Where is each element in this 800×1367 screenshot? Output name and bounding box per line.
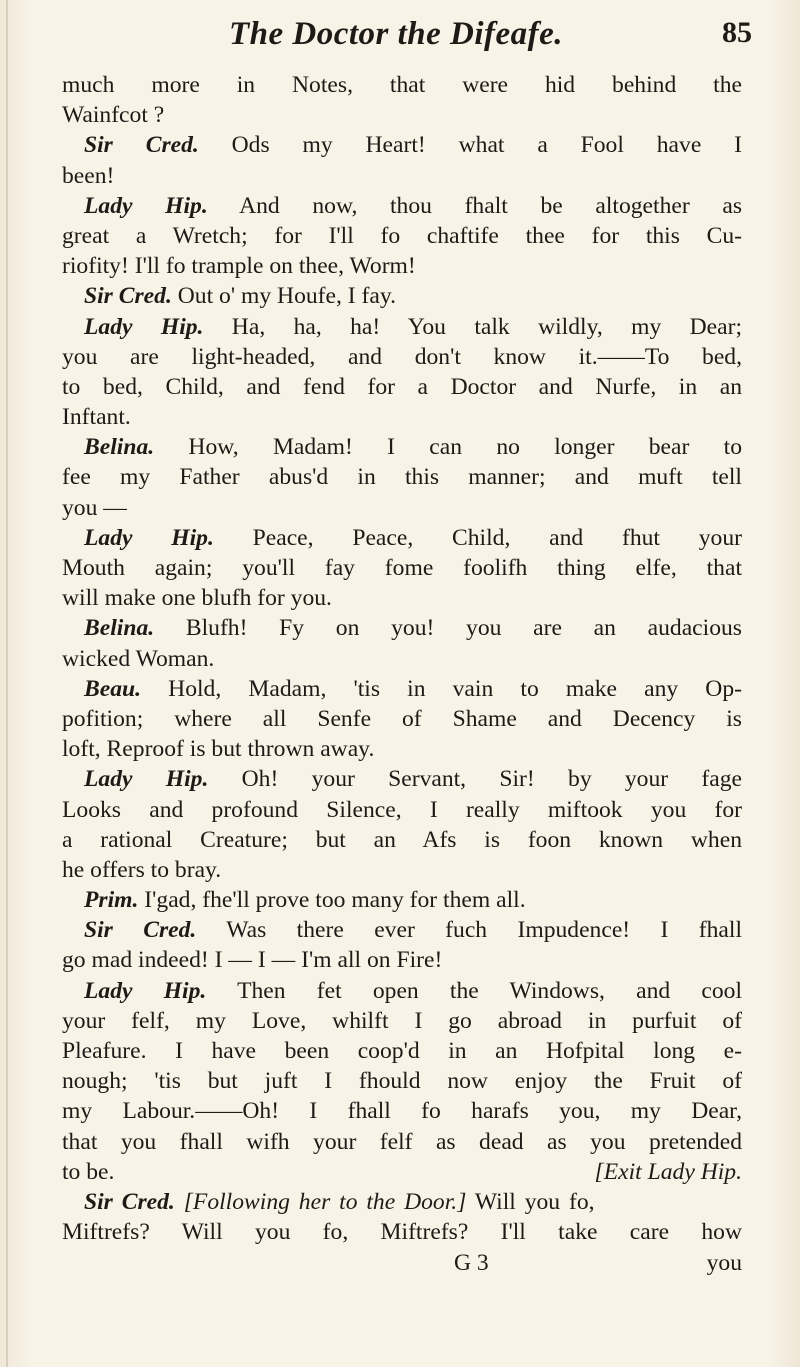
- line-text: pofition; where all Senfe of Shame and Decency is: [62, 705, 742, 732]
- page-gutter: [6, 0, 8, 1367]
- text-line: [62, 734, 742, 764]
- text-line: [62, 644, 742, 674]
- text-line: [62, 70, 742, 100]
- speaker-name: Belina.: [84, 615, 155, 642]
- speaker-name: Belina.: [84, 434, 155, 461]
- line-text: wicked Woman.: [62, 645, 215, 672]
- line-text: much more in Notes, that were hid behind the: [62, 72, 742, 98]
- line-text: Ha, ha, ha! You talk wildly, my Dear;: [203, 313, 743, 340]
- text-line: [62, 462, 742, 492]
- text-line: [62, 976, 742, 1006]
- speaker-name: Lady Hip.: [84, 766, 209, 793]
- text-line: [62, 281, 742, 311]
- line-text: nough; 'tis but juft I fhould now enjoy the Fruit of: [62, 1068, 742, 1095]
- line-text: a rational Creature; but an Afs is foon known when: [62, 826, 742, 853]
- text-line: [62, 1187, 742, 1217]
- speaker-name: Lady Hip.: [84, 313, 204, 340]
- page-footer: [62, 1248, 742, 1280]
- text-line: [62, 674, 742, 704]
- text-line: [62, 583, 742, 613]
- line-text: to be.: [62, 1158, 115, 1185]
- stage-direction: [Following her to the Door.]: [174, 1188, 467, 1215]
- text-line: [62, 1096, 742, 1126]
- text-line: [62, 130, 742, 160]
- exit-direction: [Exit Lady Hip.: [594, 1158, 742, 1185]
- text-line: [62, 553, 742, 583]
- text-line: [62, 1036, 742, 1066]
- line-text: been!: [62, 162, 115, 189]
- line-text: Peace, Peace, Child, and fhut your: [213, 524, 742, 551]
- line-text: he offers to bray.: [62, 856, 222, 883]
- body-text: [62, 70, 742, 1247]
- line-text: loft, Reproof is but thrown away.: [62, 736, 375, 763]
- text-line: [62, 432, 742, 462]
- text-line: [62, 523, 742, 553]
- line-text: my Labour.——Oh! I fhall fo harafs you, my Dear,: [62, 1098, 742, 1125]
- line-text: Wainfcot ?: [62, 102, 165, 129]
- line-text: Blufh! Fy on you! you are an audacious: [154, 615, 742, 642]
- page-number: 85: [722, 16, 752, 49]
- line-text: will make one blufh for you.: [62, 585, 332, 612]
- text-line: [62, 191, 742, 221]
- line-text: Miftrefs? Will you fo, Miftrefs? I'll take care how: [62, 1219, 742, 1246]
- speaker-name: Sir Cred.: [84, 1188, 175, 1215]
- text-line: [62, 312, 742, 342]
- line-text: Was there ever fuch Impudence! I fhall: [196, 917, 742, 944]
- speaker-name: Lady Hip.: [84, 524, 214, 551]
- line-text: Oh! your Servant, Sir! by your fage: [208, 766, 742, 793]
- text-line: [62, 1127, 742, 1157]
- line-text: How, Madam! I can no longer bear to: [154, 434, 742, 461]
- text-line: [62, 342, 742, 372]
- line-text: great a Wretch; for I'll fo chaftife thee for this Cu-: [62, 222, 742, 249]
- line-text: Looks and profound Silence, I really miftook you for: [62, 796, 742, 823]
- line-text: you are light-headed, and don't know it.——To bed,: [62, 343, 742, 370]
- text-line: [62, 885, 742, 915]
- text-line: [62, 100, 742, 130]
- line-text: Hold, Madam, 'tis in vain to make any Op-: [141, 675, 742, 702]
- text-line: [62, 1157, 742, 1187]
- speaker-name: Lady Hip.: [84, 977, 207, 1004]
- text-line: [62, 825, 742, 855]
- text-line: [62, 915, 742, 945]
- line-text: your felf, my Love, whilft I go abroad in purfuit of: [62, 1007, 742, 1034]
- line-text: you —: [62, 494, 127, 521]
- speaker-name: Prim.: [84, 887, 139, 914]
- text-line: [62, 704, 742, 734]
- speaker-name: Lady Hip.: [84, 192, 208, 219]
- line-text: Out o' my Houfe, I fay.: [171, 283, 397, 310]
- line-text: Mouth again; you'll fay fome foolifh thing elfe, that: [62, 555, 742, 581]
- text-line: [62, 613, 742, 643]
- text-line: [62, 855, 742, 885]
- text-line: [62, 1066, 742, 1096]
- text-line: [62, 764, 742, 794]
- line-text: riofity! I'll fo trample on thee, Worm!: [62, 253, 416, 280]
- line-text: I'gad, fhe'll prove too many for them all.: [138, 887, 526, 914]
- running-title: The Doctor the Difeafe.: [228, 16, 564, 52]
- line-text: Pleafure. I have been coop'd in an Hofpital long e-: [62, 1038, 742, 1064]
- text-line: [62, 251, 742, 281]
- text-line: [62, 402, 742, 432]
- line-text: Inftant.: [62, 404, 131, 431]
- line-text: And now, thou fhalt be altogether as: [207, 192, 742, 219]
- line-text: Ods my Heart! what a Fool have I: [198, 132, 742, 159]
- line-text: fee my Father abus'd in this manner; and muft tell: [62, 464, 742, 491]
- line-text: Then fet open the Windows, and cool: [206, 977, 743, 1004]
- page-header: [40, 10, 752, 60]
- text-line: [62, 1217, 742, 1247]
- speaker-name: Sir Cred.: [84, 917, 197, 944]
- line-text: to bed, Child, and fend for a Doctor and Nurfe, in an: [62, 373, 742, 400]
- text-line: [62, 795, 742, 825]
- speaker-name: Sir Cred.: [84, 283, 172, 310]
- catchword: you: [706, 1250, 742, 1276]
- text-line: [62, 372, 742, 402]
- line-text: Will you fo,: [466, 1188, 595, 1215]
- text-line: [62, 161, 742, 191]
- text-line: [62, 945, 742, 975]
- text-line: [62, 493, 742, 523]
- line-text: that you fhall wifh your felf as dead as you pretended: [62, 1128, 742, 1155]
- speaker-name: Sir Cred.: [84, 132, 199, 159]
- speaker-name: Beau.: [84, 675, 142, 702]
- signature-mark: G 3: [454, 1250, 489, 1276]
- text-line: [62, 221, 742, 251]
- line-text: go mad indeed! I — I — I'm all on Fire!: [62, 947, 443, 974]
- text-line: [62, 1006, 742, 1036]
